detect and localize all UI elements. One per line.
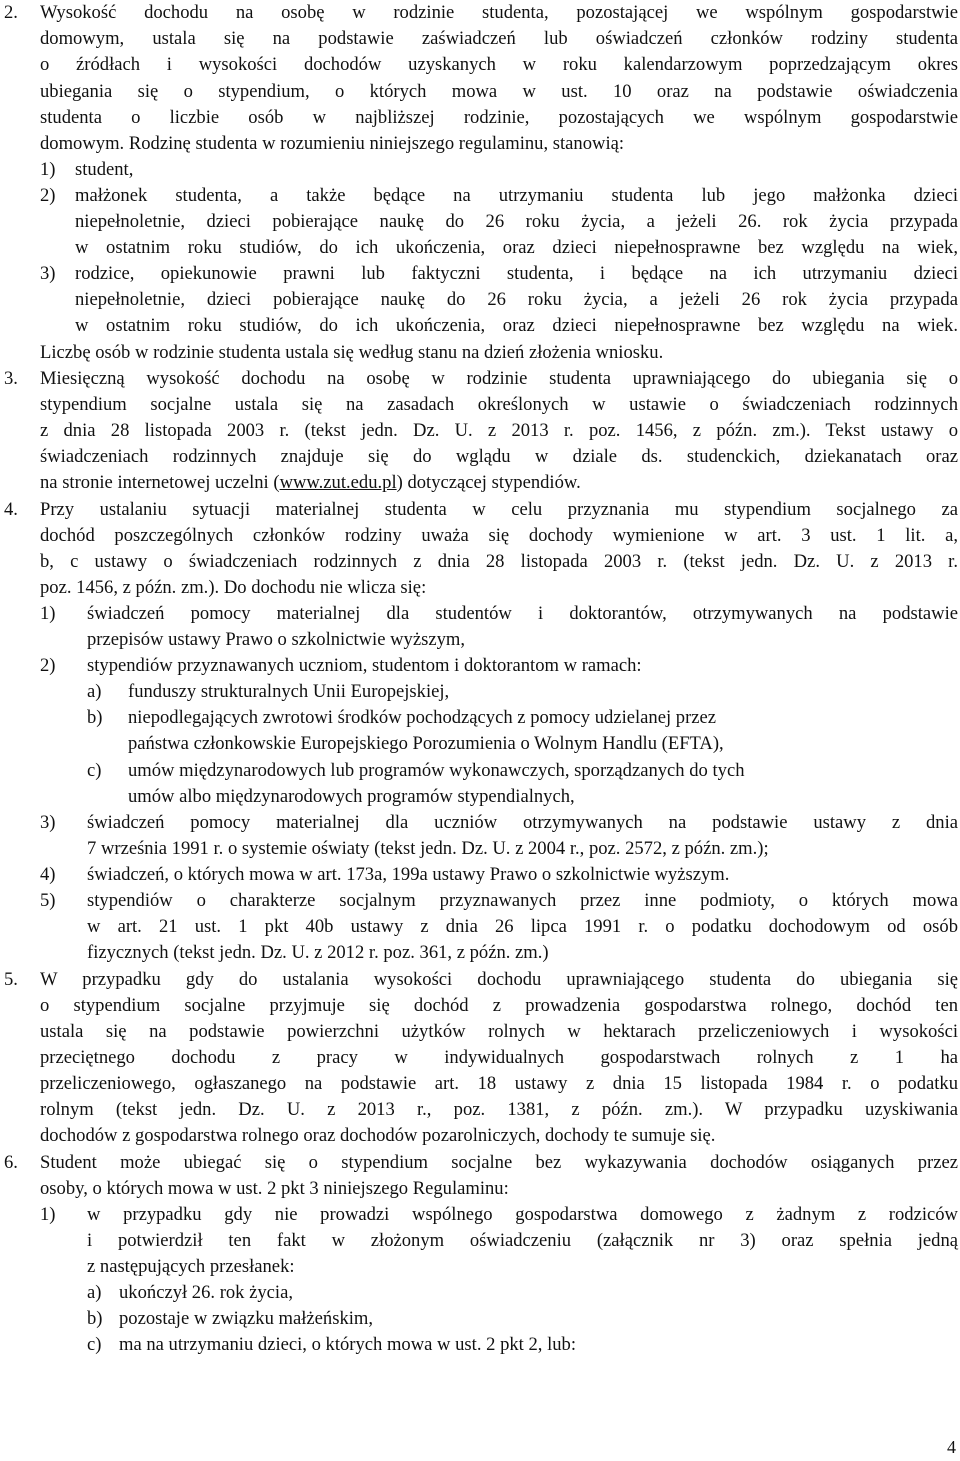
paragraph-line: o stypendium socjalne przyjmuje się dochód z prowadzenia gospodarstwa rolnego, dochód ten: [40, 995, 958, 1016]
list-text: niepodlegających zwrotowi środków pochodzących z pomocy udzielanej przez: [128, 707, 717, 728]
paragraph-line: b, c ustawy o świadczeniach rodzinnych z dnia 28 listopada 2003 r. (tekst jedn. Dz. U. z 2013 r.: [40, 551, 958, 572]
paragraph-line: Wysokość dochodu na osobę w rodzinie studenta, pozostającej we wspólnym gospodarstwie: [40, 2, 958, 23]
item-number: 4.: [4, 499, 18, 520]
list-letter: c): [87, 1334, 102, 1355]
paragraph-line: Przy ustalaniu sytuacji materialnej studenta w celu przyznania mu stypendium socjalnego za: [40, 499, 958, 520]
item-number: 5.: [4, 969, 18, 990]
paragraph-line: ustala się na podstawie powierzchni użytków rolnych w hektarach przeliczeniowych i wysokości: [40, 1021, 958, 1042]
item-number: 6.: [4, 1152, 18, 1173]
paragraph-line: stypendium socjalne ustala się na zasadach określonych w ustawie o świadczeniach rodzinnych: [40, 394, 958, 415]
list-number: 3): [40, 263, 56, 284]
list-number: 5): [40, 890, 56, 911]
list-text: stypendiów przyznawanych uczniom, studentom i doktorantom w ramach:: [87, 655, 642, 676]
paragraph-line: studenta o liczbie osób w najbliższej rodzinie, pozostających we wspólnym gospodarstwie: [40, 107, 958, 128]
paragraph-line: domowym. Rodzinę studenta w rozumieniu niniejszego regulaminu, stanowią:: [40, 133, 625, 154]
paragraph-line: dochodów z gospodarstwa rolnego oraz dochodów pozarolniczych, dochody te sumuje się.: [40, 1125, 716, 1146]
list-text: w przypadku gdy nie prowadzi wspólnego gospodarstwa domowego z żadnym z rodziców: [87, 1204, 958, 1225]
paragraph-line: Miesięczną wysokość dochodu na osobę w rodzinie studenta uprawniającego do ubiegania się o: [40, 368, 958, 389]
paragraph-line: W przypadku gdy do ustalania wysokości dochodu uprawniającego studenta do ubiegania się: [40, 969, 958, 990]
paragraph-line: poz. 1456, z późn. zm.). Do dochodu nie wlicza się:: [40, 577, 427, 598]
paragraph-line: [40, 470, 581, 496]
text-span: na stronie internetowej uczelni (: [40, 472, 280, 493]
list-text: stypendiów o charakterze socjalnym przyznawanych przez inne podmioty, o których mowa: [87, 890, 958, 911]
text-span: ) dotyczącej stypendiów.: [396, 472, 581, 493]
list-text: fizycznych (tekst jedn. Dz. U. z 2012 r. poz. 361, z późn. zm.): [87, 942, 549, 963]
list-number: 1): [40, 159, 56, 180]
list-text: niepełnoletnie, dzieci pobierające naukę do 26 roku życia, a jeżeli 26. rok życia przypada: [75, 211, 958, 232]
list-text: przepisów ustawy Prawo o szkolnictwie wyższym,: [87, 629, 465, 650]
paragraph-line: domowym, ustala się na podstawie zaświadczeń lub oświadczeń członków rodziny studenta: [40, 28, 958, 49]
paragraph-line: przeciętnego dochodu z pracy w indywidualnych gospodarstwach rolnych z 1 ha: [40, 1047, 958, 1068]
paragraph-line: dochód poszczególnych członków rodziny uważa się dochody wymienione w art. 3 ust. 1 lit. a,: [40, 525, 958, 546]
list-number: 4): [40, 864, 56, 885]
paragraph-line: przeliczeniowego, ogłaszanego na podstawie art. 18 ustawy z dnia 15 listopada 1984 r. o podatku: [40, 1073, 958, 1094]
paragraph-line: ubiegania się o stypendium, o których mowa w ust. 10 oraz na podstawie oświadczenia: [40, 81, 958, 102]
list-text: funduszy strukturalnych Unii Europejskiej,: [128, 681, 450, 702]
website-link[interactable]: www.zut.edu.pl: [279, 472, 397, 493]
paragraph-line: świadczeniach rodzinnych znajduje się do wglądu w dziale ds. studenckich, dziekanatach oraz: [40, 446, 958, 467]
list-text: i potwierdził ten fakt w złożonym oświadczeniu (załącznik nr 3) oraz spełnia jedną: [87, 1230, 958, 1251]
list-text: w art. 21 ust. 1 pkt 40b ustawy z dnia 26 lipca 1991 r. o podatku dochodowym od osób: [87, 916, 958, 937]
page-number: 4: [947, 1437, 956, 1457]
list-text: w ostatnim roku studiów, do ich ukończenia, oraz dzieci niepełnosprawne bez względu na wiek,: [75, 237, 958, 258]
paragraph-line: z dnia 28 listopada 2003 r. (tekst jedn. Dz. U. z 2013 r. poz. 1456, z późn. zm.). Tekst ustawy o: [40, 420, 958, 441]
list-text: ukończył 26. rok życia,: [119, 1282, 293, 1303]
list-text: małżonek studenta, a także będące na utrzymaniu studenta lub jego małżonka dzieci: [75, 185, 958, 206]
list-text: 7 września 1991 r. o systemie oświaty (tekst jedn. Dz. U. z 2004 r., poz. 2572, z późn. zm.);: [87, 838, 769, 859]
item-number: 3.: [4, 368, 18, 389]
paragraph-line: Liczbę osób w rodzinie studenta ustala się według stanu na dzień złożenia wniosku.: [40, 342, 664, 363]
list-number: 1): [40, 603, 56, 624]
list-text: z następujących przesłanek:: [87, 1256, 295, 1277]
list-number: 2): [40, 655, 56, 676]
list-text: student,: [75, 159, 134, 180]
list-text: umów albo międzynarodowych programów stypendialnych,: [128, 786, 575, 807]
list-letter: b): [87, 1308, 103, 1329]
list-number: 2): [40, 185, 56, 206]
list-text: ma na utrzymaniu dzieci, o których mowa w ust. 2 pkt 2, lub:: [119, 1334, 576, 1355]
list-letter: a): [87, 681, 102, 702]
list-number: 1): [40, 1204, 56, 1225]
list-text: umów międzynarodowych lub programów wykonawczych, sporządzanych do tych: [128, 760, 745, 781]
paragraph-line: o źródłach i wysokości dochodów uzyskanych w roku kalendarzowym poprzedzającym okres: [40, 54, 958, 75]
list-letter: a): [87, 1282, 102, 1303]
list-letter: b): [87, 707, 103, 728]
item-number: 2.: [4, 2, 18, 23]
list-text: państwa członkowskie Europejskiego Porozumienia o Wolnym Handlu (EFTA),: [128, 733, 724, 754]
list-text: niepełnoletnie, dzieci pobierające naukę do 26 roku życia, a jeżeli 26 rok życia przypada: [75, 289, 958, 310]
list-number: 3): [40, 812, 56, 833]
list-text: pozostaje w związku małżeńskim,: [119, 1308, 374, 1329]
list-text: rodzice, opiekunowie prawni lub faktyczni studenta, i będące na ich utrzymaniu dzieci: [75, 263, 958, 284]
list-letter: c): [87, 760, 102, 781]
paragraph-line: Student może ubiegać się o stypendium socjalne bez wykazywania dochodów osiąganych przez: [40, 1152, 958, 1173]
list-text: świadczeń pomocy materialnej dla studentów i doktorantów, otrzymywanych na podstawie: [87, 603, 958, 624]
list-text: w ostatnim roku studiów, do ich ukończenia, oraz dzieci niepełnosprawne bez względu na wiek.: [75, 315, 958, 336]
list-text: świadczeń pomocy materialnej dla uczniów otrzymywanych na podstawie ustawy z dnia: [87, 812, 958, 833]
paragraph-line: osoby, o których mowa w ust. 2 pkt 3 niniejszego Regulaminu:: [40, 1178, 509, 1199]
list-text: świadczeń, o których mowa w art. 173a, 199a ustawy Prawo o szkolnictwie wyższym.: [87, 864, 730, 885]
paragraph-line: rolnym (tekst jedn. Dz. U. z 2013 r., poz. 1381, z późn. zm.). W przypadku uzyskiwania: [40, 1099, 958, 1120]
